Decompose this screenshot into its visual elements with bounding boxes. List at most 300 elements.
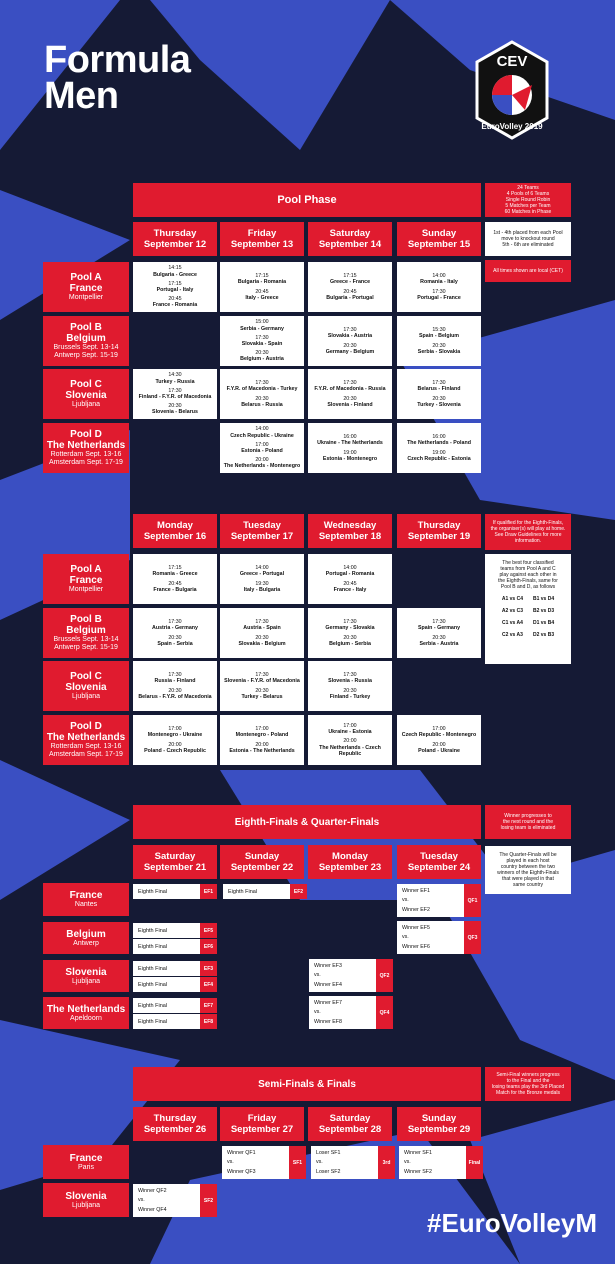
match-time: 20:30 xyxy=(255,634,269,641)
w2-cell-3-1 xyxy=(220,715,304,765)
match xyxy=(224,457,301,469)
match-teams: Russia - Finland xyxy=(154,678,196,685)
team-b: Winner EF4 xyxy=(314,982,342,989)
pool-city: Ljubljana xyxy=(71,693,101,700)
match-time: 20:45 xyxy=(255,288,269,295)
quarter-final-3 xyxy=(309,996,393,1029)
match-teams: Bulgaria - Romania xyxy=(237,279,287,286)
w2-cell-3-0 xyxy=(133,715,217,765)
eighth-final-code: EF8 xyxy=(200,1014,217,1029)
team-b: Loser SF2 xyxy=(316,1169,341,1176)
match-teams: France - Italy xyxy=(333,586,367,593)
day-name: Thursday xyxy=(153,1113,197,1124)
eighth-final-label: Eighth Final xyxy=(133,998,200,1013)
match xyxy=(419,327,459,339)
ef-venue-0 xyxy=(43,883,129,916)
organiser-line: the organiser(s) will play at home. xyxy=(490,526,566,532)
eighth-final-7 xyxy=(133,1014,217,1029)
cross-note-line: The best four classified xyxy=(502,560,554,566)
match xyxy=(240,350,284,362)
w2-day-1 xyxy=(220,514,304,548)
quarter-final-teams xyxy=(397,921,464,954)
match-code: Final xyxy=(466,1146,483,1179)
semi-final-match-0 xyxy=(222,1146,306,1179)
match-time: 20:30 xyxy=(343,395,357,402)
quarter-final-teams xyxy=(309,996,376,1029)
pool-city: Amsterdam Sept. 17-19 xyxy=(49,459,123,466)
ef-venue-1 xyxy=(43,922,129,954)
semis-note-line: losing teams play the 3rd Placed xyxy=(491,1084,565,1090)
w2-cell-0-1 xyxy=(220,554,304,604)
quarter-note-line: winners of the Eighth-Finals xyxy=(497,870,559,876)
w1-cell-1-2 xyxy=(308,316,392,366)
pool-city: Rotterdam Sept. 13-16 xyxy=(50,743,122,750)
match xyxy=(328,672,372,684)
match-time: 14:30 xyxy=(168,372,182,379)
match xyxy=(153,581,196,593)
quarter-final-teams xyxy=(397,884,464,917)
eighth-final-code: EF5 xyxy=(200,923,217,938)
match xyxy=(327,396,372,408)
versus: vs. xyxy=(314,972,321,979)
match-teams: Slovenia - Russia xyxy=(328,678,372,685)
match xyxy=(314,380,385,392)
team-b: Winner EF2 xyxy=(402,907,430,914)
match xyxy=(139,388,212,400)
w1-day-3 xyxy=(397,222,481,256)
day-name: Friday xyxy=(247,1113,277,1124)
match-teams: Austria - Germany xyxy=(152,625,198,632)
match-time: 20:00 xyxy=(255,457,269,464)
eighth-final-label: Eighth Final xyxy=(133,939,200,954)
pool-country: The Netherlands xyxy=(46,440,126,451)
w2-cell-3-3 xyxy=(397,715,481,765)
eighth-note-line: losing team is eliminated xyxy=(500,825,556,831)
match-time: 20:45 xyxy=(343,288,357,295)
match-time: 14:00 xyxy=(255,426,269,433)
match xyxy=(240,319,284,331)
logo-top-text: CEV xyxy=(496,53,528,70)
eighth-final-4 xyxy=(133,961,217,976)
match-time: 17:30 xyxy=(343,327,357,334)
venue-city: Ljubljana xyxy=(71,977,101,985)
cev-eurovolley-logo-icon xyxy=(475,40,549,140)
team-a: Winner EF3 xyxy=(314,962,342,969)
match xyxy=(317,434,383,446)
day-name: Friday xyxy=(247,228,277,239)
match xyxy=(227,380,298,392)
pool-name: Pool B xyxy=(70,614,102,625)
match xyxy=(236,726,289,738)
match-time: 14:00 xyxy=(255,565,269,572)
match xyxy=(155,672,196,684)
w1-cell-2-0 xyxy=(133,369,217,419)
cross-note-line: play against each other in xyxy=(499,572,557,578)
match xyxy=(326,289,373,301)
w1-cell-2-2 xyxy=(308,369,392,419)
day-date: September 15 xyxy=(407,239,471,250)
cross-pair: A2 vs C3 xyxy=(501,608,523,614)
venue-country: France xyxy=(69,890,103,901)
match-teams: The Netherlands - Poland xyxy=(407,440,471,447)
match xyxy=(138,688,211,700)
match-time: 20:30 xyxy=(343,687,357,694)
day-name: Sunday xyxy=(244,851,280,862)
eighth-final-0 xyxy=(133,884,217,899)
cross-pair: A1 vs C4 xyxy=(501,596,523,602)
sf-venue-0 xyxy=(43,1145,129,1179)
match-teams: Slovenia - Finland xyxy=(327,401,373,408)
match-teams: Poland - Czech Republic xyxy=(144,747,206,754)
match-teams: Ukraine - Estonia xyxy=(328,729,372,736)
ef-day-1 xyxy=(220,845,304,879)
match xyxy=(152,619,198,631)
venue-country: Belgium xyxy=(66,928,106,940)
match xyxy=(329,635,371,647)
match-time: 20:30 xyxy=(343,634,357,641)
venue-city: Paris xyxy=(78,1163,94,1171)
versus: vs. xyxy=(314,1009,321,1016)
cross-over-note xyxy=(485,554,571,664)
eighth-final-label: Eighth Final xyxy=(133,977,200,992)
semis-note-line: to the Final and the xyxy=(506,1078,550,1084)
pool-city: Montpellier xyxy=(68,586,104,593)
ef-day-3 xyxy=(397,845,481,879)
match-teams: Finland - F.Y.R. of Macedonia xyxy=(138,394,212,400)
match xyxy=(157,281,194,293)
match xyxy=(157,635,192,647)
match-time: 20:45 xyxy=(168,296,182,303)
match xyxy=(325,619,374,631)
organiser-line: If qualified for the Eighth-Finals, xyxy=(492,520,564,526)
semi-final-match-1 xyxy=(311,1146,395,1179)
team-a: Winner QF1 xyxy=(227,1149,256,1156)
pool-country: Belgium xyxy=(66,333,106,344)
w2-cell-1-3 xyxy=(397,608,481,658)
match-time: 17:30 xyxy=(255,619,269,626)
match-teams: Montenegro - Ukraine xyxy=(147,732,203,739)
day-date: September 28 xyxy=(318,1124,382,1135)
match xyxy=(153,265,197,277)
team-a: Winner EF7 xyxy=(314,999,342,1006)
day-name: Thursday xyxy=(417,520,461,531)
match-teams: Serbia - Germany xyxy=(240,325,284,332)
match-time: 17:30 xyxy=(432,619,446,626)
pool-city: Montpellier xyxy=(68,294,104,301)
w1-cell-0-3 xyxy=(397,262,481,312)
cross-note-line: teams from Pool A and C xyxy=(500,566,556,572)
match-time: 17:15 xyxy=(343,273,357,280)
venue-country: The Netherlands xyxy=(46,1003,126,1015)
match-time: 20:00 xyxy=(255,741,269,748)
match-teams: Spain - Serbia xyxy=(157,640,193,647)
match-teams: Belarus - F.Y.R. of Macedonia xyxy=(138,693,212,700)
w1-day-2 xyxy=(308,222,392,256)
w2-cell-0-2 xyxy=(308,554,392,604)
sf-venue-1 xyxy=(43,1183,129,1217)
pool-name: Pool A xyxy=(70,272,102,283)
w2-cell-2-1 xyxy=(220,661,304,711)
team-a: Winner EF1 xyxy=(402,887,430,894)
venue-city: Nantes xyxy=(74,901,98,908)
match xyxy=(417,289,461,301)
pool-phase-qualify-note xyxy=(485,222,571,256)
match-time: 17:00 xyxy=(255,726,269,733)
match-time: 17:15 xyxy=(255,273,269,280)
match-time: 17:30 xyxy=(168,619,182,626)
day-date: September 27 xyxy=(230,1124,294,1135)
quarter-note-line: played in each host xyxy=(506,858,550,864)
match-time: 17:15 xyxy=(168,280,182,287)
w2-cell-0-0 xyxy=(133,554,217,604)
eighth-final-label: Eighth Final xyxy=(133,923,200,938)
semi-final-match-3 xyxy=(133,1184,217,1217)
pool-country: Slovenia xyxy=(65,682,107,693)
match-teams: Italy - Greece xyxy=(245,294,279,301)
w1-cell-0-2 xyxy=(308,262,392,312)
eighth-quarter-header: Eighth-Finals & Quarter-Finals xyxy=(133,805,481,839)
versus: vs. xyxy=(402,934,409,941)
match xyxy=(418,742,460,754)
match-teams: The Netherlands - Montenegro xyxy=(223,463,301,470)
match-time: 17:15 xyxy=(168,565,182,572)
quarter-final-code: QF2 xyxy=(376,959,393,992)
eighth-final-label: Eighth Final xyxy=(133,1014,200,1029)
w2-day-2 xyxy=(308,514,392,548)
quarter-note-line: The Quarter-Finals will be xyxy=(499,852,557,858)
eighth-final-code: EF2 xyxy=(290,884,307,899)
match-time: 20:30 xyxy=(255,687,269,694)
w1-pool-0 xyxy=(43,262,129,312)
team-a: Winner SF1 xyxy=(404,1149,432,1156)
match-teams: Austria - Spain xyxy=(243,625,281,632)
match-time: 17:30 xyxy=(343,619,357,626)
w1-cell-0-1 xyxy=(220,262,304,312)
pool-city: Antwerp Sept. 15-19 xyxy=(54,644,118,651)
match xyxy=(152,565,197,577)
eighth-final-code: EF4 xyxy=(200,977,217,992)
match-teams: The Netherlands - Czech Republic xyxy=(319,744,381,757)
match-time: 20:00 xyxy=(168,741,182,748)
cross-pair: D1 vs B4 xyxy=(533,620,555,626)
match-teams: Estonia - Montenegro xyxy=(322,455,378,462)
eighth-final-code: EF1 xyxy=(200,884,217,899)
match xyxy=(420,273,458,285)
versus: vs. xyxy=(227,1159,234,1166)
organiser-line: See Draw Guidelines for more xyxy=(494,532,562,538)
eighth-final-code: EF6 xyxy=(200,939,217,954)
cross-note-line: Pool B and D, as follows xyxy=(500,584,556,590)
title-line-1: Formula xyxy=(44,39,191,81)
pool-city: Ljubljana xyxy=(71,401,101,408)
match xyxy=(152,403,198,415)
match-teams: Poland - Ukraine xyxy=(418,747,460,754)
pool-name: Pool C xyxy=(70,671,102,682)
versus: vs. xyxy=(402,897,409,904)
eighth-final-3 xyxy=(133,939,217,954)
venue-country: France xyxy=(69,1152,103,1164)
match xyxy=(328,723,371,735)
quarter-note-line: same country xyxy=(512,882,543,888)
match xyxy=(334,581,367,593)
eighth-final-code: EF7 xyxy=(200,998,217,1013)
match-teams: Slovakia - Belgium xyxy=(238,640,286,647)
match-code: SF2 xyxy=(200,1184,217,1217)
w2-pool-1 xyxy=(43,608,129,658)
match xyxy=(244,581,281,593)
match xyxy=(241,688,282,700)
w1-pool-1 xyxy=(43,316,129,366)
pool-info-line: 5 Matches per Team xyxy=(505,203,551,209)
match-teams xyxy=(133,1184,200,1217)
w1-cell-1-1 xyxy=(220,316,304,366)
match-time: 20:30 xyxy=(432,342,446,349)
eighth-final-2 xyxy=(133,923,217,938)
team-b: Winner QF3 xyxy=(227,1169,256,1176)
quarter-final-teams xyxy=(309,959,376,992)
cross-pair: B2 vs D3 xyxy=(533,608,555,614)
day-name: Wednesday xyxy=(323,520,377,531)
match xyxy=(326,343,375,355)
day-date: September 24 xyxy=(407,862,471,873)
match-teams: Spain - Germany xyxy=(417,625,461,632)
pool-city: Rotterdam Sept. 13-16 xyxy=(50,451,122,458)
venue-city: Apeldoorn xyxy=(70,1014,102,1022)
match xyxy=(420,635,459,647)
match xyxy=(328,327,372,339)
semis-finals-header: Semi-Finals & Finals xyxy=(133,1067,481,1101)
hashtag: #EuroVolleyM xyxy=(426,1208,597,1238)
team-a: Winner EF5 xyxy=(402,924,430,931)
match-teams: Czech Republic - Montenegro xyxy=(401,732,477,739)
match-teams: Montenegro - Poland xyxy=(235,732,289,739)
title-line-2: Men xyxy=(44,75,119,117)
match xyxy=(402,726,476,738)
match-teams: Czech Republic - Estonia xyxy=(407,455,471,462)
pool-phase-info xyxy=(485,183,571,217)
team-b: Winner EF6 xyxy=(402,944,430,951)
match-teams: F.Y.R. of Macedonia - Turkey xyxy=(226,386,298,393)
team-b: Winner SF2 xyxy=(404,1169,432,1176)
team-b: Winner EF8 xyxy=(314,1019,342,1026)
match-time: 20:45 xyxy=(168,580,182,587)
match-teams: Serbia - Austria xyxy=(419,640,459,647)
pool-phase-header: Pool Phase xyxy=(133,183,481,217)
match-time: 20:30 xyxy=(343,342,357,349)
pool-name: Pool B xyxy=(70,322,102,333)
match-teams: Belgium - Serbia xyxy=(329,640,371,647)
cross-pair: C1 vs A4 xyxy=(501,620,523,626)
match-teams: Slovenia - F.Y.R. of Macedonia xyxy=(224,678,300,685)
cross-note-line: the Eighth-Finals, same for xyxy=(498,578,558,584)
ef-venue-2 xyxy=(43,960,129,992)
w1-cell-3-3 xyxy=(397,423,481,473)
pool-city: Brussels Sept. 13-14 xyxy=(53,636,119,643)
w2-pool-3 xyxy=(43,715,129,765)
match xyxy=(418,343,460,355)
match-time: 17:00 xyxy=(168,726,182,733)
quarter-note-line: country between the two xyxy=(500,864,556,870)
match-teams: Slovakia - Spain xyxy=(241,341,283,347)
day-date: September 21 xyxy=(143,862,207,873)
match-time: 19:00 xyxy=(343,449,357,456)
match xyxy=(407,434,471,446)
match xyxy=(308,738,392,757)
quarter-final-code: QF3 xyxy=(464,921,481,954)
semis-note xyxy=(485,1067,571,1101)
match-teams: Portugal - Romania xyxy=(325,571,375,578)
eighth-note-line: the next round and the xyxy=(502,819,554,825)
qualify-line: 5th - 6th are eliminated xyxy=(502,242,554,248)
match-time: 17:30 xyxy=(255,672,269,679)
semi-final-match-2 xyxy=(399,1146,483,1179)
w1-cell-2-3 xyxy=(397,369,481,419)
eighth-final-label: Eighth Final xyxy=(223,884,290,899)
match-time: 14:00 xyxy=(343,565,357,572)
day-name: Tuesday xyxy=(420,851,458,862)
match xyxy=(245,289,278,301)
day-date: September 26 xyxy=(143,1124,207,1135)
match-time: 14:15 xyxy=(168,265,182,272)
match-time: 20:30 xyxy=(432,395,446,402)
match-time: 17:30 xyxy=(168,672,182,679)
match-time: 17:30 xyxy=(255,334,269,341)
day-name: Saturday xyxy=(154,851,196,862)
match xyxy=(417,396,460,408)
match xyxy=(148,726,202,738)
match xyxy=(238,635,285,647)
match xyxy=(229,742,294,754)
match xyxy=(241,442,283,454)
day-name: Tuesday xyxy=(243,520,281,531)
semis-note-line: Match for the Bronze medals xyxy=(496,1090,560,1096)
match-time: 20:30 xyxy=(255,350,269,357)
sf-day-1 xyxy=(220,1107,304,1141)
w1-day-1 xyxy=(220,222,304,256)
match-teams: Turkey - Slovenia xyxy=(417,401,461,408)
versus: vs. xyxy=(404,1159,411,1166)
day-date: September 18 xyxy=(318,531,382,542)
match-teams: Bulgaria - Greece xyxy=(153,271,197,278)
quarter-final-code: QF4 xyxy=(376,996,393,1029)
sf-day-3 xyxy=(397,1107,481,1141)
w2-pool-0 xyxy=(43,554,129,604)
venue-country: Slovenia xyxy=(65,1190,107,1202)
quarter-final-code: QF1 xyxy=(464,884,481,917)
w2-cell-1-1 xyxy=(220,608,304,658)
match-time: 17:30 xyxy=(432,380,446,387)
day-date: September 14 xyxy=(318,239,382,250)
versus: vs. xyxy=(138,1197,145,1204)
day-date: September 29 xyxy=(407,1124,471,1135)
w2-cell-3-2 xyxy=(308,715,392,765)
match-time: 17:30 xyxy=(343,380,357,387)
eighth-note xyxy=(485,805,571,839)
match-teams: Slovenia - Belarus xyxy=(152,409,198,416)
day-name: Sunday xyxy=(421,1113,457,1124)
match-teams: Turkey - Belarus xyxy=(241,693,283,700)
match-code: 3rd xyxy=(378,1146,395,1179)
organiser-line: information. xyxy=(514,538,542,544)
pool-country: Slovenia xyxy=(65,390,107,401)
match-time: 15:00 xyxy=(255,319,269,326)
w1-day-0 xyxy=(133,222,217,256)
match-time: 20:30 xyxy=(168,687,182,694)
qualify-line: 1st - 4th placed from each Pool xyxy=(493,230,563,236)
match xyxy=(144,742,206,754)
day-name: Sunday xyxy=(421,228,457,239)
match-teams: Germany - Slovakia xyxy=(325,625,375,632)
